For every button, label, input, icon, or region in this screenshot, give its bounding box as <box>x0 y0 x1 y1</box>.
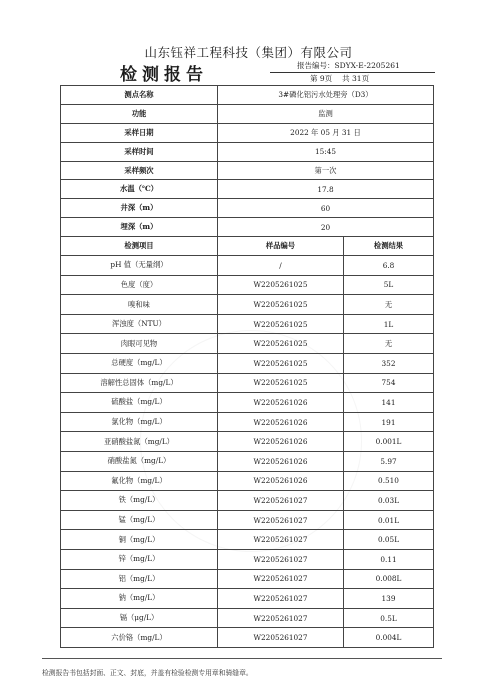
cell-result: 352 <box>344 353 434 373</box>
info-label: 测点名称 <box>61 86 218 105</box>
cell-sample: / <box>218 256 344 276</box>
cell-result: 5.97 <box>344 451 434 471</box>
table-row <box>61 608 434 628</box>
cell-sample: W2205261027 <box>218 628 344 648</box>
table-row <box>61 491 434 511</box>
info-row <box>61 123 434 142</box>
report-number-value: SDYX-E-2205261 <box>334 61 400 70</box>
cell-sample: W2205261025 <box>218 275 344 295</box>
cell-item: 锌（mg/L） <box>61 549 218 569</box>
cell-sample: W2205261026 <box>218 451 344 471</box>
info-value: 60 <box>218 199 434 218</box>
table-row <box>61 275 434 295</box>
cell-sample: W2205261025 <box>218 373 344 393</box>
table-row <box>61 510 434 530</box>
cell-sample: W2205261027 <box>218 510 344 530</box>
cell-sample: W2205261027 <box>218 549 344 569</box>
table-row <box>61 314 434 334</box>
results-table <box>60 85 434 648</box>
cell-item: 铝（mg/L） <box>61 569 218 589</box>
info-label: 埋深（m） <box>61 218 218 237</box>
cell-item: 肉眼可见物 <box>61 334 218 354</box>
cell-item: 硫酸盐（mg/L） <box>61 393 218 413</box>
info-label: 水温（℃） <box>61 180 218 199</box>
table-row <box>61 412 434 432</box>
cell-result: 191 <box>344 412 434 432</box>
info-row <box>61 161 434 180</box>
cell-result: 0.11 <box>344 549 434 569</box>
column-header-result: 检测结果 <box>344 237 434 256</box>
cell-item: 嗅和味 <box>61 295 218 315</box>
cell-item: 浑浊度（NTU） <box>61 314 218 334</box>
cell-item: pH 值（无量纲） <box>61 256 218 276</box>
table-row <box>61 530 434 550</box>
cell-sample: W2205261025 <box>218 334 344 354</box>
cell-result: 141 <box>344 393 434 413</box>
report-title: 检测报告 <box>120 65 208 85</box>
cell-sample: W2205261027 <box>218 491 344 511</box>
cell-item: 镉（μg/L） <box>61 608 218 628</box>
table-row <box>61 451 434 471</box>
cell-result: 无 <box>344 334 434 354</box>
column-header-sample: 样品编号 <box>218 237 344 256</box>
report-number <box>270 60 435 73</box>
cell-item: 六价铬（mg/L） <box>61 628 218 648</box>
info-row <box>61 142 434 161</box>
cell-item: 溶解性总固体（mg/L） <box>61 373 218 393</box>
cell-item: 氯化物（mg/L） <box>61 412 218 432</box>
info-value: 2022 年 05 月 31 日 <box>218 123 434 142</box>
cell-result: 0.008L <box>344 569 434 589</box>
table-row <box>61 373 434 393</box>
info-row <box>61 199 434 218</box>
page-total: 共 31页 <box>342 74 370 83</box>
table-row <box>61 589 434 609</box>
info-value: 3#磷化铝污水处理旁（D3） <box>218 86 434 105</box>
info-label: 采样时间 <box>61 142 218 161</box>
table-row <box>61 353 434 373</box>
cell-item: 铜（mg/L） <box>61 530 218 550</box>
cell-result: 0.510 <box>344 471 434 491</box>
cell-sample: W2205261025 <box>218 295 344 315</box>
table-row <box>61 432 434 452</box>
table-row <box>61 295 434 315</box>
cell-result: 139 <box>344 589 434 609</box>
page-number: 第 9页 <box>310 74 333 83</box>
cell-sample: W2205261026 <box>218 412 344 432</box>
table-row <box>61 256 434 276</box>
cell-item: 钠（mg/L） <box>61 589 218 609</box>
table-row <box>61 569 434 589</box>
footer-note: 检测报告书包括封面、正文、封底，并盖有检验检测专用章和骑缝章。 <box>42 669 253 677</box>
info-label: 采样日期 <box>61 123 218 142</box>
info-value: 17.8 <box>218 180 434 199</box>
info-value: 监测 <box>218 104 434 123</box>
info-value: 第一次 <box>218 161 434 180</box>
info-row <box>61 104 434 123</box>
cell-result: 6.8 <box>344 256 434 276</box>
cell-result: 0.001L <box>344 432 434 452</box>
company-name: 山东钰祥工程科技（集团）有限公司 <box>144 45 353 60</box>
info-label: 井深（m） <box>61 199 218 218</box>
cell-sample: W2205261027 <box>218 569 344 589</box>
cell-item: 铁（mg/L） <box>61 491 218 511</box>
table-row <box>61 334 434 354</box>
cell-item: 硝酸盐氮（mg/L） <box>61 451 218 471</box>
info-label: 采样频次 <box>61 161 218 180</box>
cell-sample: W2205261025 <box>218 353 344 373</box>
cell-sample: W2205261026 <box>218 471 344 491</box>
cell-result: 0.05L <box>344 530 434 550</box>
cell-result: 无 <box>344 295 434 315</box>
cell-result: 0.004L <box>344 628 434 648</box>
cell-item: 总硬度（mg/L） <box>61 353 218 373</box>
cell-sample: W2205261026 <box>218 393 344 413</box>
page-info <box>310 73 379 84</box>
cell-result: 0.03L <box>344 491 434 511</box>
table-row <box>61 549 434 569</box>
cell-item: 氟化物（mg/L） <box>61 471 218 491</box>
cell-sample: W2205261025 <box>218 314 344 334</box>
table-row <box>61 628 434 648</box>
column-header-row <box>61 237 434 256</box>
cell-sample: W2205261027 <box>218 589 344 609</box>
cell-sample: W2205261027 <box>218 608 344 628</box>
report-number-label: 报告编号： <box>297 61 335 70</box>
cell-sample: W2205261027 <box>218 530 344 550</box>
table-row <box>61 393 434 413</box>
info-row <box>61 218 434 237</box>
cell-item: 锰（mg/L） <box>61 510 218 530</box>
cell-result: 754 <box>344 373 434 393</box>
cell-sample: W2205261026 <box>218 432 344 452</box>
info-label: 功能 <box>61 104 218 123</box>
cell-item: 色度（度） <box>61 275 218 295</box>
info-value: 20 <box>218 218 434 237</box>
footer-divider <box>42 658 442 659</box>
info-row <box>61 180 434 199</box>
info-row <box>61 86 434 105</box>
cell-result: 1L <box>344 314 434 334</box>
results-table-body <box>61 86 434 648</box>
table-row <box>61 471 434 491</box>
cell-result: 5L <box>344 275 434 295</box>
info-value: 15:45 <box>218 142 434 161</box>
cell-result: 0.5L <box>344 608 434 628</box>
column-header-item: 检测项目 <box>61 237 218 256</box>
cell-item: 亚硝酸盐氮（mg/L） <box>61 432 218 452</box>
cell-result: 0.01L <box>344 510 434 530</box>
